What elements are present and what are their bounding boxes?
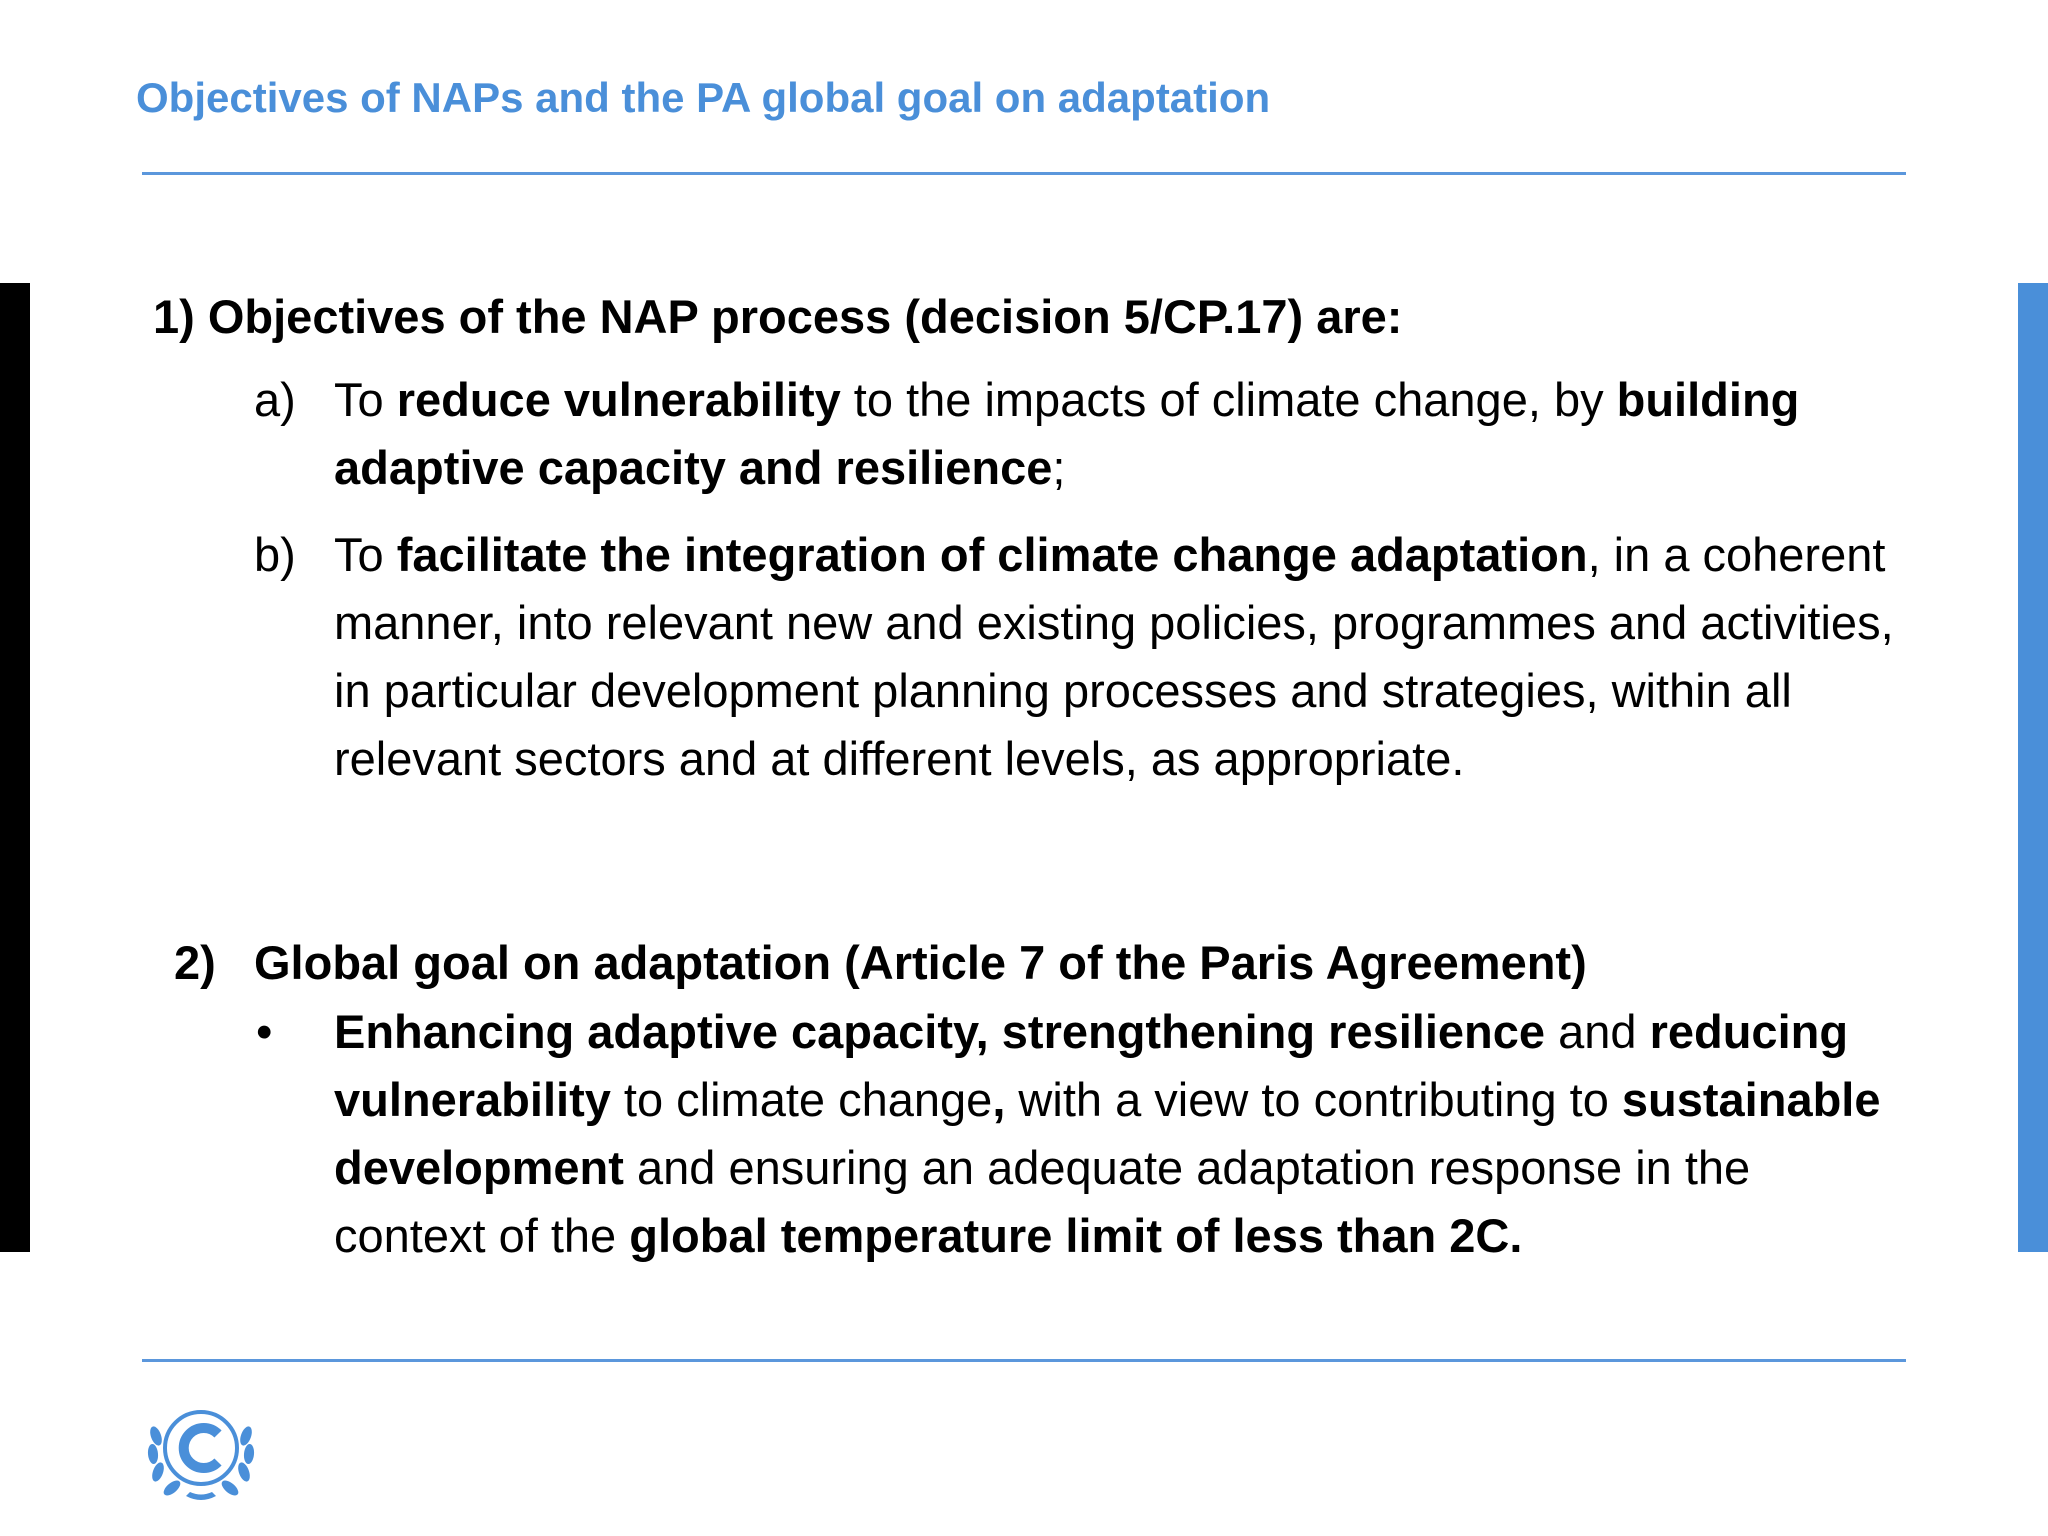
text-run: and: [1545, 1005, 1650, 1058]
text-run: To: [334, 373, 397, 426]
left-accent-bar: [0, 283, 30, 1252]
section2-number: 2): [174, 936, 216, 989]
text-run: , in a coherent manner, into relevant new and existing policies, programmes and activities, in particular development planning processes and strategies, within all relevant sectors and at different levels, as appropriate.: [334, 528, 1894, 785]
bottom-divider: [142, 1359, 1906, 1362]
slide-title: Objectives of NAPs and the PA global goal on adaptation: [136, 74, 1271, 121]
bold-text: reduce vulnerability: [396, 373, 841, 426]
text-run: to climate change: [610, 1073, 993, 1126]
item-a-text: [334, 366, 1894, 502]
text-run: with a view to contributing to: [1005, 1073, 1622, 1126]
section2-heading: Global goal on adaptation (Article 7 of the Paris Agreement): [254, 936, 1587, 989]
bold-text: ,: [992, 1073, 1006, 1126]
bold-text: Enhancing adaptive capacity, strengthening resilience: [334, 1005, 1546, 1058]
text-run: and ensuring an adequate adaptation response in the context of the: [334, 1141, 1751, 1262]
top-divider: [142, 172, 1906, 175]
right-accent-bar: [2018, 283, 2048, 1252]
bullet-text: [334, 998, 1894, 1270]
unfccc-logo-icon: [136, 1396, 266, 1504]
item-b-text: [334, 521, 1894, 793]
bold-text: global temperature limit of less than 2C.: [629, 1209, 1523, 1262]
bold-text: facilitate the integration of climate change adaptation: [396, 528, 1588, 581]
text-run: To: [334, 528, 397, 581]
bold-text: reducing vulnerability: [334, 1005, 1849, 1126]
item-b-marker: b): [254, 528, 296, 581]
bold-text: sustainable development: [334, 1073, 1881, 1194]
item-a-marker: a): [254, 373, 296, 426]
bold-text: building adaptive capacity and resilience: [334, 373, 1800, 494]
text-run: ;: [1052, 441, 1066, 494]
section1-heading: 1) Objectives of the NAP process (decision 5/CP.17) are:: [153, 290, 1403, 343]
text-run: to the impacts of climate change, by: [840, 373, 1617, 426]
bullet-marker: •: [256, 1005, 273, 1058]
